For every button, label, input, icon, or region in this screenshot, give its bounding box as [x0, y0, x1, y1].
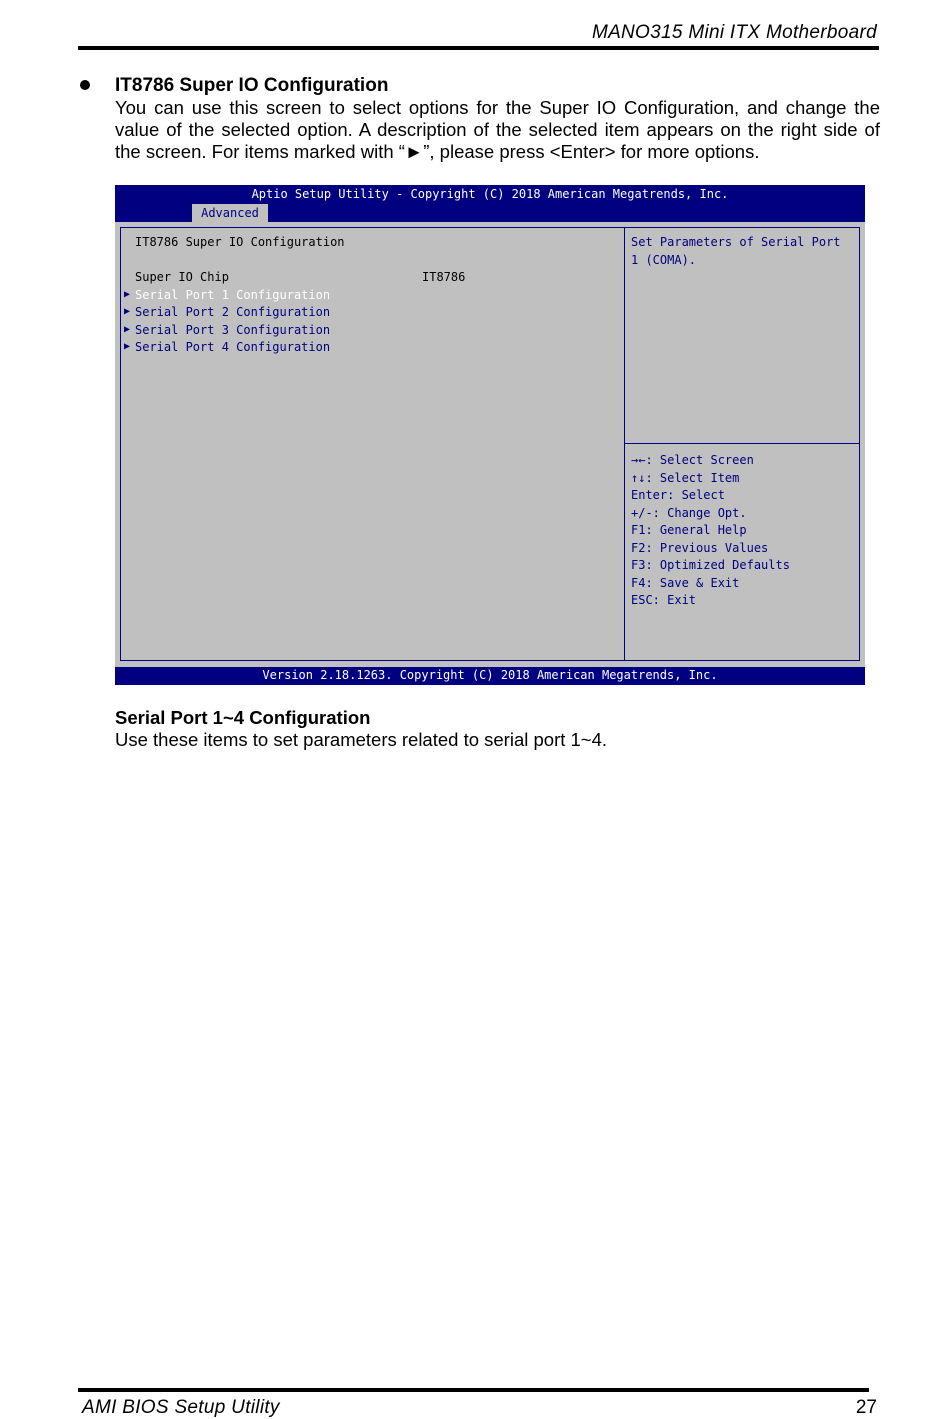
bios-vertical-divider	[624, 227, 625, 661]
key-help-enter: Enter: Select	[631, 488, 725, 502]
super-io-chip-label: Super IO Chip	[135, 270, 229, 284]
page-number: 27	[855, 1397, 877, 1418]
section-description: You can use this screen to select options for the Super IO Configuration, and change the value of the selected option. A description of the selected item appears on the right side of the screen. For items marked with “►”, please press <Enter> for more options.	[115, 97, 880, 162]
submenu-arrow-icon: ▶	[124, 289, 131, 300]
key-help-f1: F1: General Help	[631, 523, 747, 537]
bios-page-heading: IT8786 Super IO Configuration	[135, 235, 345, 249]
key-help-select-item: ↑↓: Select Item	[631, 471, 740, 485]
key-help-esc: ESC: Exit	[631, 593, 697, 607]
help-text-line-2: 1 (COMA).	[631, 253, 697, 267]
bios-version-bar	[115, 667, 865, 685]
key-help-f3: F3: Optimized Defaults	[631, 558, 790, 572]
subsection-title: Serial Port 1~4 Configuration	[115, 707, 371, 728]
section-title: IT8786 Super IO Configuration	[115, 75, 389, 96]
bios-title-bar	[115, 185, 865, 222]
tab-advanced[interactable]: Advanced	[192, 204, 268, 222]
help-text-line-1: Set Parameters of Serial Port	[631, 235, 841, 249]
menu-item-serial-port-4[interactable]: Serial Port 4 Configuration	[135, 340, 331, 354]
running-header-title: MANO315 Mini ITX Motherboard	[591, 22, 877, 43]
menu-item-serial-port-1[interactable]: Serial Port 1 Configuration	[135, 288, 331, 302]
subsection-description: Use these items to set parameters related to serial port 1~4.	[115, 729, 608, 750]
submenu-arrow-icon: ▶	[124, 306, 131, 317]
bios-title: Aptio Setup Utility - Copyright (C) 2018 American Megatrends, Inc.	[251, 187, 729, 201]
super-io-chip-value: IT8786	[422, 270, 466, 284]
bios-screenshot	[115, 185, 865, 685]
header-rule	[78, 46, 879, 50]
key-help-f4: F4: Save & Exit	[631, 576, 740, 590]
key-help-select-screen: →←: Select Screen	[631, 453, 754, 467]
key-help-change-opt: +/-: Change Opt.	[631, 506, 747, 520]
submenu-arrow-icon: ▶	[124, 341, 131, 352]
submenu-arrow-icon: ▶	[124, 324, 131, 335]
menu-item-serial-port-3[interactable]: Serial Port 3 Configuration	[135, 323, 331, 337]
footer-title: AMI BIOS Setup Utility	[82, 1397, 280, 1418]
key-help-f2: F2: Previous Values	[631, 541, 769, 555]
menu-item-serial-port-2[interactable]: Serial Port 2 Configuration	[135, 305, 331, 319]
bios-version: Version 2.18.1263. Copyright (C) 2018 American Megatrends, Inc.	[262, 668, 718, 682]
footer-rule	[78, 1388, 869, 1392]
bullet-icon	[80, 80, 90, 90]
bios-help-divider	[625, 443, 860, 444]
